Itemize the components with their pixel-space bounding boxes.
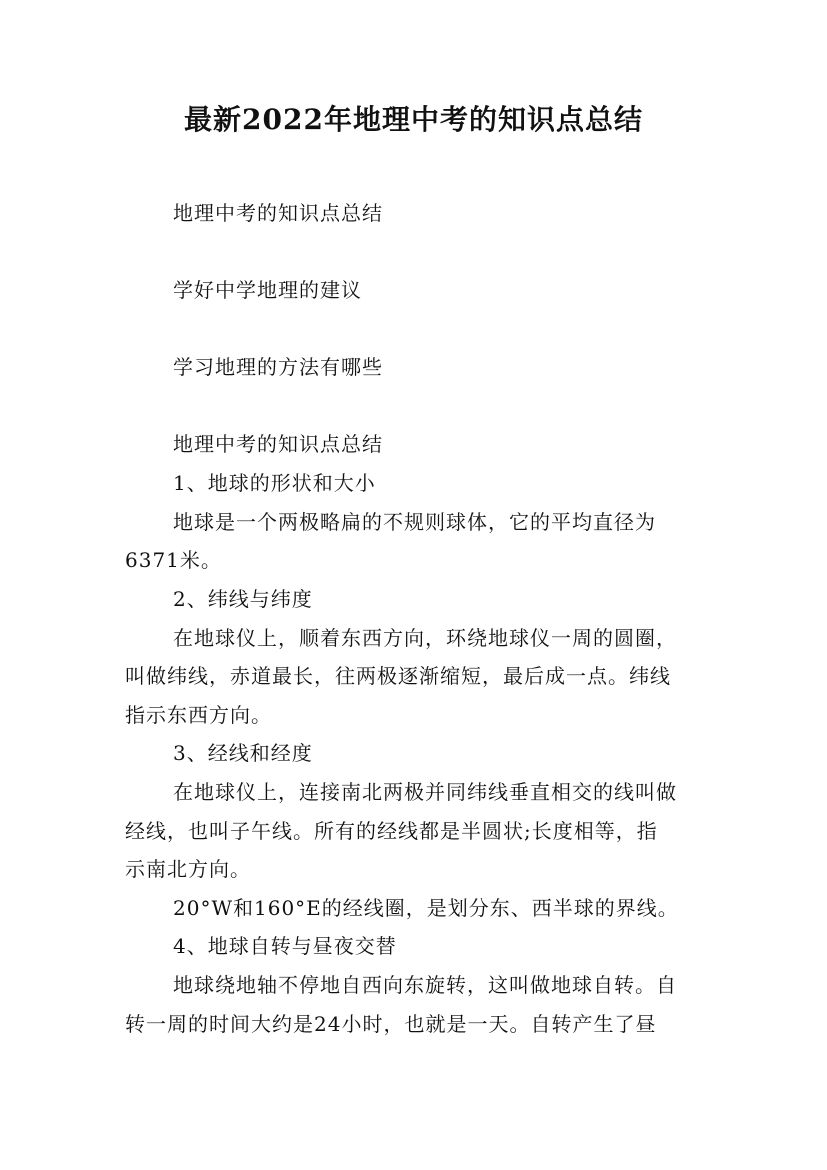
toc-item: 学习地理的方法有哪些 [173,355,383,379]
list-heading: 4、地球自转与昼夜交替 [173,934,397,958]
paragraph-line: 指示东西方向。 [125,703,272,727]
list-heading: 1、地球的形状和大小 [173,471,376,495]
paragraph-line: 在地球仪上，连接南北两极并同纬线垂直相交的线叫做 [173,780,677,804]
list-heading: 3、经线和经度 [173,741,313,765]
paragraph-line: 转一周的时间大约是24小时，也就是一天。自转产生了昼 [125,1012,657,1036]
section-heading: 地理中考的知识点总结 [173,432,383,456]
paragraph-line: 经线，也叫子午线。所有的经线都是半圆状;长度相等，指 [125,819,658,843]
toc-item: 学好中学地理的建议 [173,278,362,302]
list-heading: 2、纬线与纬度 [173,587,313,611]
paragraph-line: 地球是一个两极略扁的不规则球体，它的平均直径为 [173,510,656,534]
paragraph-line: 示南北方向。 [125,857,251,881]
paragraph-line: 在地球仪上，顺着东西方向，环绕地球仪一周的圆圈， [173,626,677,650]
toc-item: 地理中考的知识点总结 [173,201,383,225]
paragraph-line: 20°W和160°E的经线圈，是划分东、西半球的界线。 [173,896,679,920]
paragraph-line: 地球绕地轴不停地自西向东旋转，这叫做地球自转。自 [173,973,677,997]
paragraph-line: 叫做纬线，赤道最长，往两极逐渐缩短，最后成一点。纬线 [125,664,671,688]
document-title: 最新2022年地理中考的知识点总结 [184,103,643,136]
paragraph-line: 6371米。 [125,548,222,572]
